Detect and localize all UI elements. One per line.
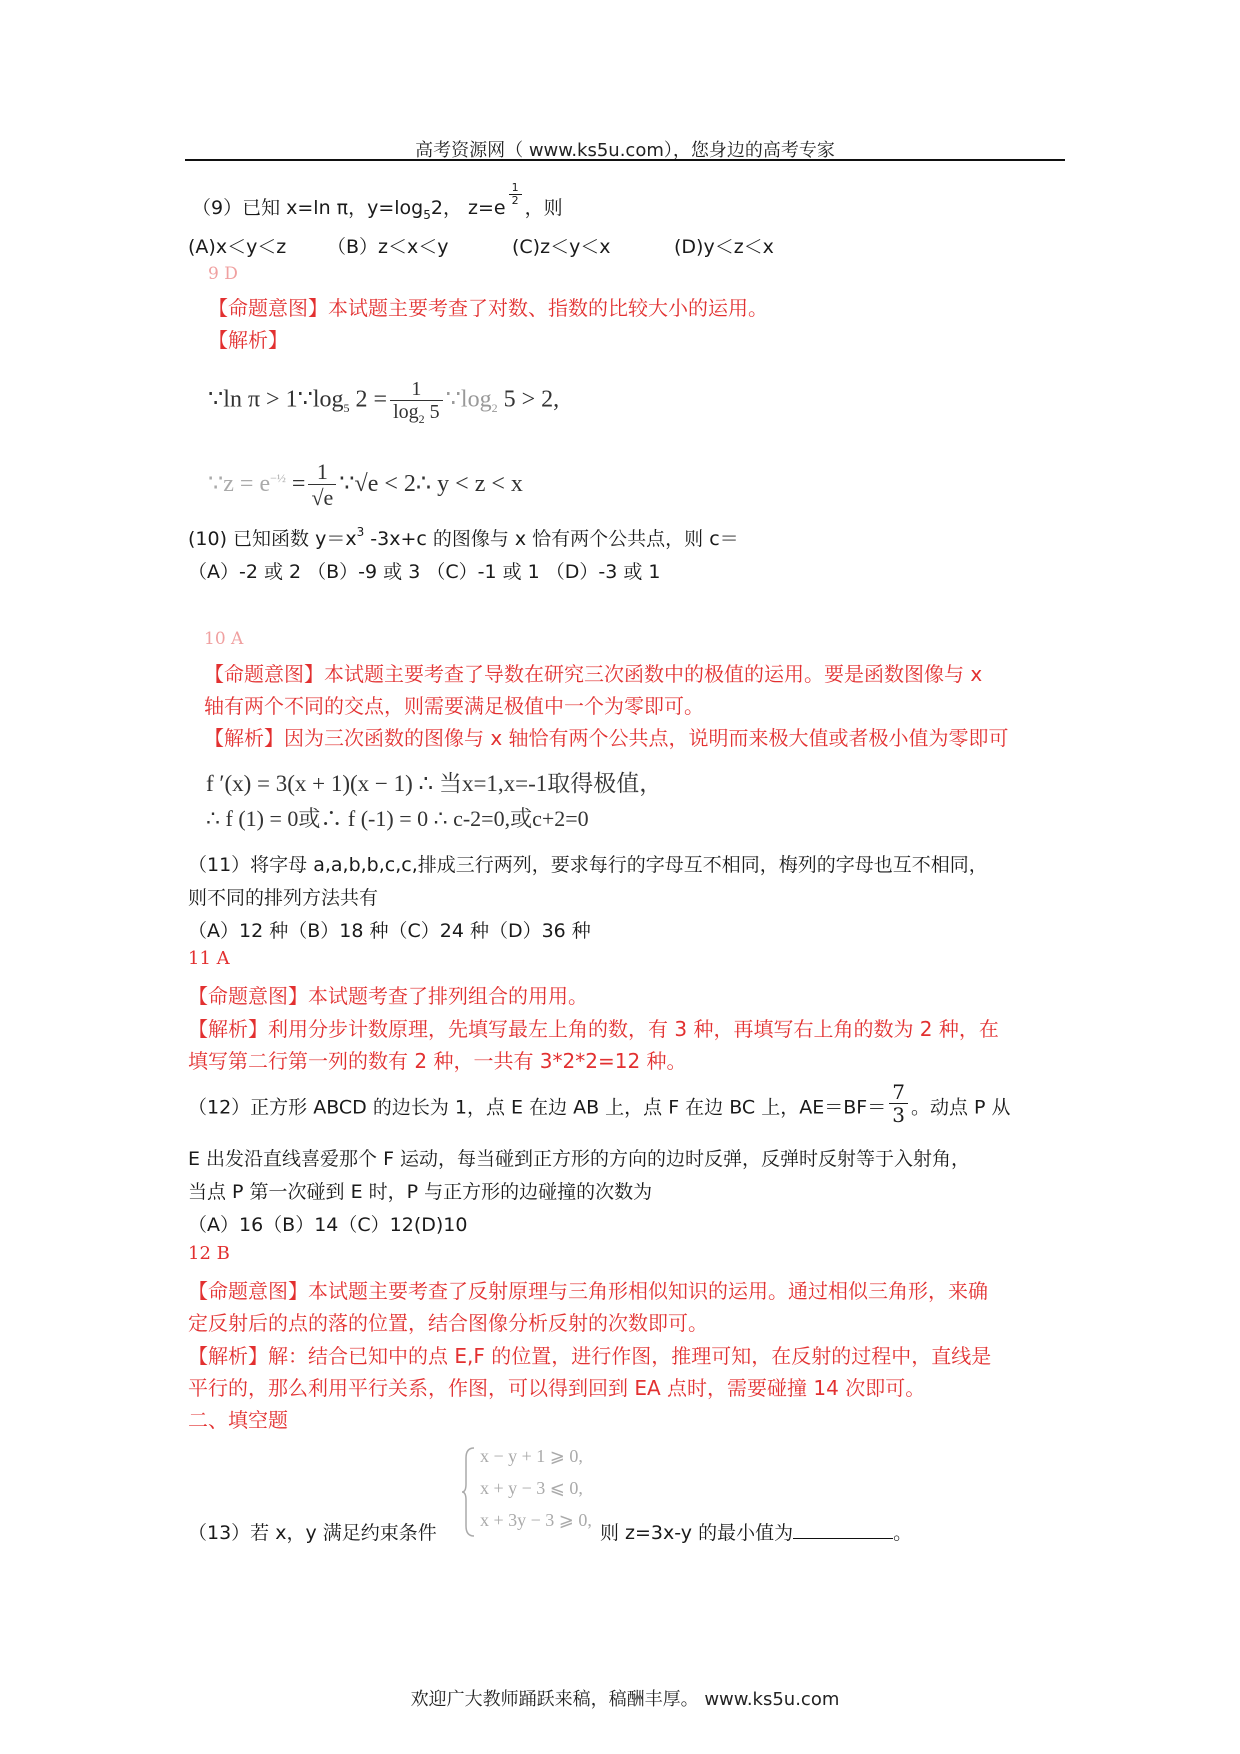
q10-intent-line-1: 【命题意图】本试题主要考查了导数在研究三次函数中的极值的运用。要是函数图像与 x: [204, 662, 983, 686]
q9-math-line-2: [208, 460, 523, 510]
math-sub: 2: [491, 400, 498, 415]
fraction-numerator: 1: [509, 182, 522, 195]
fraction-denominator: [390, 401, 443, 424]
q10-analysis: 【解析】因为三次函数的图像与 x 轴恰有两个公共点，说明而来极大值或者极小值为零即可: [204, 726, 1009, 750]
q9-stem-part: （9）已知 x=ln π，y=log: [192, 197, 424, 219]
q9-math-fraction-2: [308, 460, 336, 510]
page-footer: 欢迎广大教师踊跃来稿，稿酬丰厚。 www.ks5u.com: [410, 1689, 840, 1710]
q10-answer: 10 A: [204, 629, 244, 649]
q10-math-line-1: f ′(x) = 3(x + 1)(x − 1) ∴ 当x=1,x=-1取得极值，: [206, 771, 663, 796]
q9-stem-part: 2， z=e: [430, 197, 506, 219]
q10-intent-line-2: 轴有两个不同的交点，则需要满足极值中一个为零即可。: [204, 694, 704, 718]
q10-math-line-2: ∴ f (1) = 0或∴ f (-1) = 0 ∴ c-2=0,或c+2=0: [206, 806, 589, 831]
math-part: 5: [424, 401, 440, 423]
q9-intent: 【命题意图】本试题主要考查了对数、指数的比较大小的运用。: [208, 296, 768, 320]
page-header: 高考资源网（ www.ks5u.com），您身边的高考专家: [415, 140, 835, 161]
header-rule: [185, 159, 1065, 161]
q12-stem-part: 。动点 P 从: [910, 1096, 1011, 1119]
q11-answer: 11 A: [188, 948, 230, 969]
math-sub: 5: [343, 400, 350, 415]
q10-stem-sup: 3: [356, 525, 365, 539]
q9-math-line-1: [208, 378, 559, 424]
q12-analysis-line-1: 【解析】解：结合已知中的点 E,F 的位置，进行作图，推理可知，在反射的过程中，直线是: [188, 1344, 992, 1368]
math-sub: 2: [418, 412, 425, 426]
fraction-denominator: 3: [892, 1103, 905, 1127]
q12-intent-line-1: 【命题意图】本试题主要考查了反射原理与三角形相似知识的运用。通过相似三角形，来确: [188, 1279, 988, 1303]
q12-stem-part: （12）正方形 ABCD 的边长为 1，点 E 在边 AB 上，点 F 在边 BC 上，AE＝BF＝: [188, 1096, 887, 1119]
q11-stem-line-1: （11）将字母 a,a,b,b,c,c,排成三行两列，要求每行的字母互不相同，梅列的字母也互不相同，: [188, 854, 988, 876]
q10-stem-part: -3x+c 的图像与 x 恰有两个公共点，则 c＝: [364, 528, 739, 550]
fraction-numerator: 7: [889, 1081, 908, 1104]
q11-intent: 【命题意图】本试题考查了排列组合的用用。: [188, 984, 588, 1008]
q9-exponent-fraction: [509, 182, 522, 208]
math-part: 5 > 2,: [497, 386, 560, 413]
q11-options: （A）12 种（B）18 种（C）24 种（D）36 种: [188, 920, 591, 942]
q12-options: （A）16（B）14（C）12(D)10: [188, 1214, 468, 1236]
math-part: log: [393, 401, 419, 423]
q9-stem: [192, 180, 563, 222]
q12-stem-line-1: [188, 1080, 1011, 1131]
q9-answer: 9 D: [208, 264, 238, 284]
constraint-2: x + y − 3 ⩽ 0,: [480, 1478, 583, 1498]
fraction-denominator: √e: [311, 485, 334, 511]
q9-stem-part: ，则: [524, 197, 563, 219]
q12-intent-line-2: 定反射后的点的落的位置，结合图像分析反射的次数即可。: [188, 1311, 708, 1335]
q10-stem-part: (10) 已知函数 y＝x: [188, 528, 357, 550]
q11-stem-line-2: 则不同的排列方法共有: [188, 887, 379, 909]
math-sup: −½: [270, 470, 286, 485]
math-part: ∵√e < 2∴ y < z < x: [339, 470, 523, 497]
q10-stem: [188, 524, 739, 551]
q9-option-b: （B）z＜x＜y: [327, 236, 449, 258]
q9-stem-sub: 5: [423, 208, 431, 222]
q12-analysis-line-2: 平行的，那么利用平行关系，作图，可以得到回到 EA 点时，需要碰撞 14 次即可。: [188, 1376, 926, 1400]
constraint-3: x + 3y − 3 ⩾ 0,: [480, 1510, 592, 1530]
q9-analysis-label: 【解析】: [208, 328, 288, 352]
fraction-numerator: 1: [390, 378, 443, 401]
q9-option-a: (A)x＜y＜z: [188, 236, 287, 258]
answer-blank[interactable]: [793, 1520, 893, 1539]
section-title: 二、填空题: [188, 1408, 288, 1432]
q9-option-c: (C)z＜y＜x: [512, 236, 611, 258]
q11-analysis-line-2: 填写第二行第一列的数有 2 种，一共有 3*2*2=12 种。: [188, 1049, 687, 1073]
math-part: 2 =: [349, 386, 388, 413]
q13-stem-part: 则 z=3x-y 的最小值为: [600, 1522, 794, 1544]
left-brace-icon: [462, 1446, 476, 1538]
q12-stem-line-2: E 出发沿直线喜爱那个 F 运动，每当碰到正方形的方向的边时反弹，反弹时反射等于入射角，: [188, 1148, 971, 1170]
fraction-denominator: 2: [511, 193, 519, 207]
constraint-1: x − y + 1 ⩾ 0,: [480, 1446, 583, 1466]
q11-analysis-line-1: 【解析】利用分步计数原理，先填写最左上角的数，有 3 种，再填写右上角的数为 2 种，在: [188, 1017, 999, 1041]
q13-stem-part: 。: [893, 1522, 913, 1544]
math-part: ∵z = e: [208, 470, 271, 497]
fraction-numerator: 1: [308, 460, 336, 485]
math-part: ∵ln π > 1∵log: [208, 386, 344, 413]
q12-fraction: [889, 1081, 908, 1127]
q10-options: （A）-2 或 2 （B）-9 或 3 （C）-1 或 1 （D）-3 或 1: [188, 561, 661, 583]
q13-stem-a: （13）若 x，y 满足约束条件: [188, 1522, 437, 1544]
q12-stem-line-3: 当点 P 第一次碰到 E 时，P 与正方形的边碰撞的次数为: [188, 1181, 653, 1203]
q13-stem-b: [600, 1518, 912, 1545]
q9-math-fraction: [390, 378, 443, 424]
math-part: =: [285, 470, 306, 497]
math-part: ∵log: [445, 386, 492, 413]
q12-answer: 12 B: [188, 1243, 230, 1264]
q9-option-d: (D)y＜z＜x: [674, 236, 774, 258]
